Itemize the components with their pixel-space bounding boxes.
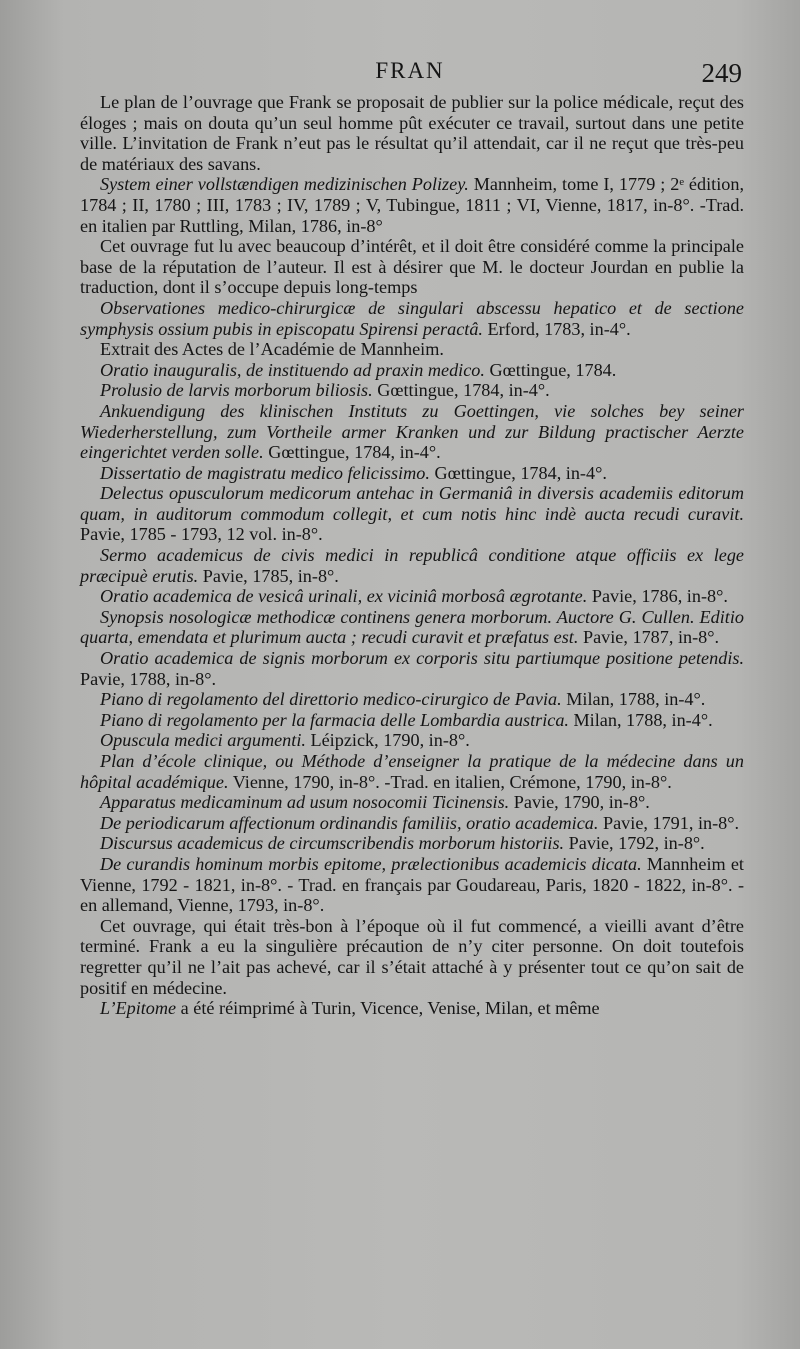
publication-details: Milan, 1788, in-4°. [561, 689, 706, 710]
bibliography-entry [80, 463, 744, 484]
bibliography-entry [80, 792, 744, 813]
work-title: Opuscula medici argumenti. [100, 730, 306, 751]
work-title: Sermo academicus de civis medici in republicâ conditione atque officiis ex lege præcipuè erutis. [80, 545, 744, 586]
bibliography-entry [80, 751, 744, 792]
work-title: Oratio academica de vesicâ urinali, ex viciniâ morbosâ ægrotante. [100, 586, 588, 607]
bibliography-entry [80, 813, 744, 834]
bibliography-entry [80, 710, 744, 731]
bibliography-entry [80, 298, 744, 339]
work-title: De periodicarum affectionum ordinandis familiis, oratio academica. [100, 812, 599, 833]
publication-details: Pavie, 1788, in-8°. [80, 668, 217, 689]
paragraph: Le plan de l’ouvrage que Frank se proposait de publier sur la police médicale, reçut des éloges ; mais on douta qu’un seul homme pût exécuter ce travail, surtout dans une petite ville. L’invitation de Frank n’eut pas le résultat qu’il attendait, car il ne reçut que très-peu de matériaux des savans. [80, 92, 744, 174]
bibliography-entry [80, 998, 744, 1019]
work-title: De curandis hominum morbis epitome, prælectionibus academicis dicata. [100, 853, 642, 874]
publication-details: Pavie, 1790, in-8°. [509, 792, 650, 813]
publication-details: Gœttingue, 1784, in-4°. [372, 380, 550, 401]
paragraph: Cet ouvrage fut lu avec beaucoup d’intérêt, et il doit être considéré comme la principale base de la réputation de l’auteur. Il est à désirer que M. le docteur Jourdan en publie la traduction, dont il s’occupe depuis long-temps [80, 236, 744, 298]
work-title: Discursus academicus de circumscribendis morborum historiis. [100, 833, 565, 854]
page-number: 249 [701, 58, 742, 88]
paragraph: Extrait des Actes de l’Académie de Mannheim. [100, 339, 444, 360]
bibliography-entry [80, 607, 744, 648]
bibliography-entry [80, 545, 744, 586]
work-title: Synopsis nosologicæ methodicæ continens genera morborum. Auctore G. Cullen. Editio quarta, emendata et plurimum aucta ; recudi curavit et præfatus est. [80, 606, 744, 648]
publication-details: Pavie, 1785 - 1793, 12 vol. in-8°. [80, 524, 323, 545]
bibliography-entry [80, 360, 744, 381]
work-title: L’Epitome [100, 998, 177, 1019]
publication-details: Milan, 1788, in-4°. [568, 709, 713, 730]
work-title: System einer vollstændigen medizinischen Polizey. [100, 174, 469, 195]
publication-details: Mannheim et Vienne, 1792 - 1821, in-8°. - Trad. en français par Goudareau, Paris, 1820 - 1822, in-8°. - en allemand, Vienne, 1793, in-8°. [80, 853, 744, 916]
work-title: Dissertatio de magistratu medico felicissimo. [100, 462, 430, 483]
publication-details: Pavie, 1792, in-8°. [564, 833, 705, 854]
work-title: Delectus opusculorum medicorum antehac in Germaniâ in diversis academiis editorum quam, in auditorum commodum collegit, et cum notis hinc indè aucta recudi curavit. [80, 483, 744, 524]
publication-details: Mannheim, tome I, 1779 ; 2ᵉ édition, 1784 ; II, 1780 ; III, 1783 ; IV, 1789 ; V, Tubingue, 1811 ; VI, Vienne, 1817, in-8°. -Trad. en italien par Ruttling, Milan, 1786, in-8° [80, 174, 744, 236]
work-title: Ankuendigung des klinischen Instituts zu Goettingen, vie solches bey seiner Wiederherstellung, zum Vortheile armer Kranken und zur Bildung practischer Aerzte eingerichtet verden solle. [80, 400, 744, 463]
work-title: Prolusio de larvis morborum biliosis. [100, 380, 373, 401]
bibliography-entry [80, 730, 744, 751]
bibliography-entry [80, 648, 744, 689]
publication-details: Erford, 1783, in-4°. [482, 318, 631, 339]
work-title: Piano di regolamento per la farmacia delle Lombardia austrica. [100, 709, 569, 730]
bibliography-entry [80, 689, 744, 710]
publication-details: Gœttingue, 1784. [484, 359, 617, 380]
publication-details: Pavie, 1787, in-8°. [578, 627, 720, 648]
work-title: Plan d’école clinique, ou Méthode d’enseigner la pratique de la médecine dans un hôpital académique. [80, 751, 744, 792]
publication-details: Gœttingue, 1784, in-4°. [429, 462, 607, 483]
work-title: Piano di regolamento del direttorio medico-cirurgico de Pavia. [100, 689, 562, 710]
work-title: Oratio academica de signis morborum ex corporis situ partiumque positione petendis. [100, 648, 744, 669]
publication-details: a été réimprimé à Turin, Vicence, Venise, Milan, et même [176, 998, 600, 1019]
body-text [80, 92, 744, 1019]
bibliography-entry [80, 833, 744, 854]
running-head: FRAN [375, 58, 445, 83]
bibliography-entry [80, 483, 744, 545]
bibliography-entry [80, 380, 744, 401]
bibliography-entry [80, 174, 744, 236]
publication-details: Pavie, 1791, in-8°. [598, 812, 740, 833]
bibliography-entry [80, 854, 744, 916]
bibliography-entry [80, 586, 744, 607]
bibliography-entry [80, 401, 744, 463]
publication-details: Gœttingue, 1784, in-4°. [263, 442, 441, 463]
publication-details: Léipzick, 1790, in-8°. [305, 730, 470, 751]
work-title: Observationes medico-chirurgicæ de singulari abscessu hepatico et de sectione symphysis ossium pubis in episcopatu Spirensi peractâ. [80, 297, 744, 339]
publication-details: Vienne, 1790, in-8°. -Trad. en italien, Crémone, 1790, in-8°. [228, 771, 672, 792]
page-header [78, 58, 742, 94]
publication-details: Pavie, 1785, in-8°. [198, 565, 339, 586]
paragraph: Cet ouvrage, qui était très-bon à l’époque où il fut commencé, a vieilli avant d’être terminé. Frank a eu la singulière précaution de n’y citer personne. On doit toutefois regretter qu’il ne l’ait pas achevé, car il s’était attaché à y présenter tout ce qu’on sait de positif en médecine. [80, 915, 744, 998]
work-title: Apparatus medicaminum ad usum nosocomii Ticinensis. [100, 792, 510, 813]
publication-details: Pavie, 1786, in-8°. [587, 586, 728, 607]
work-title: Oratio inauguralis, de instituendo ad praxin medico. [100, 359, 485, 380]
